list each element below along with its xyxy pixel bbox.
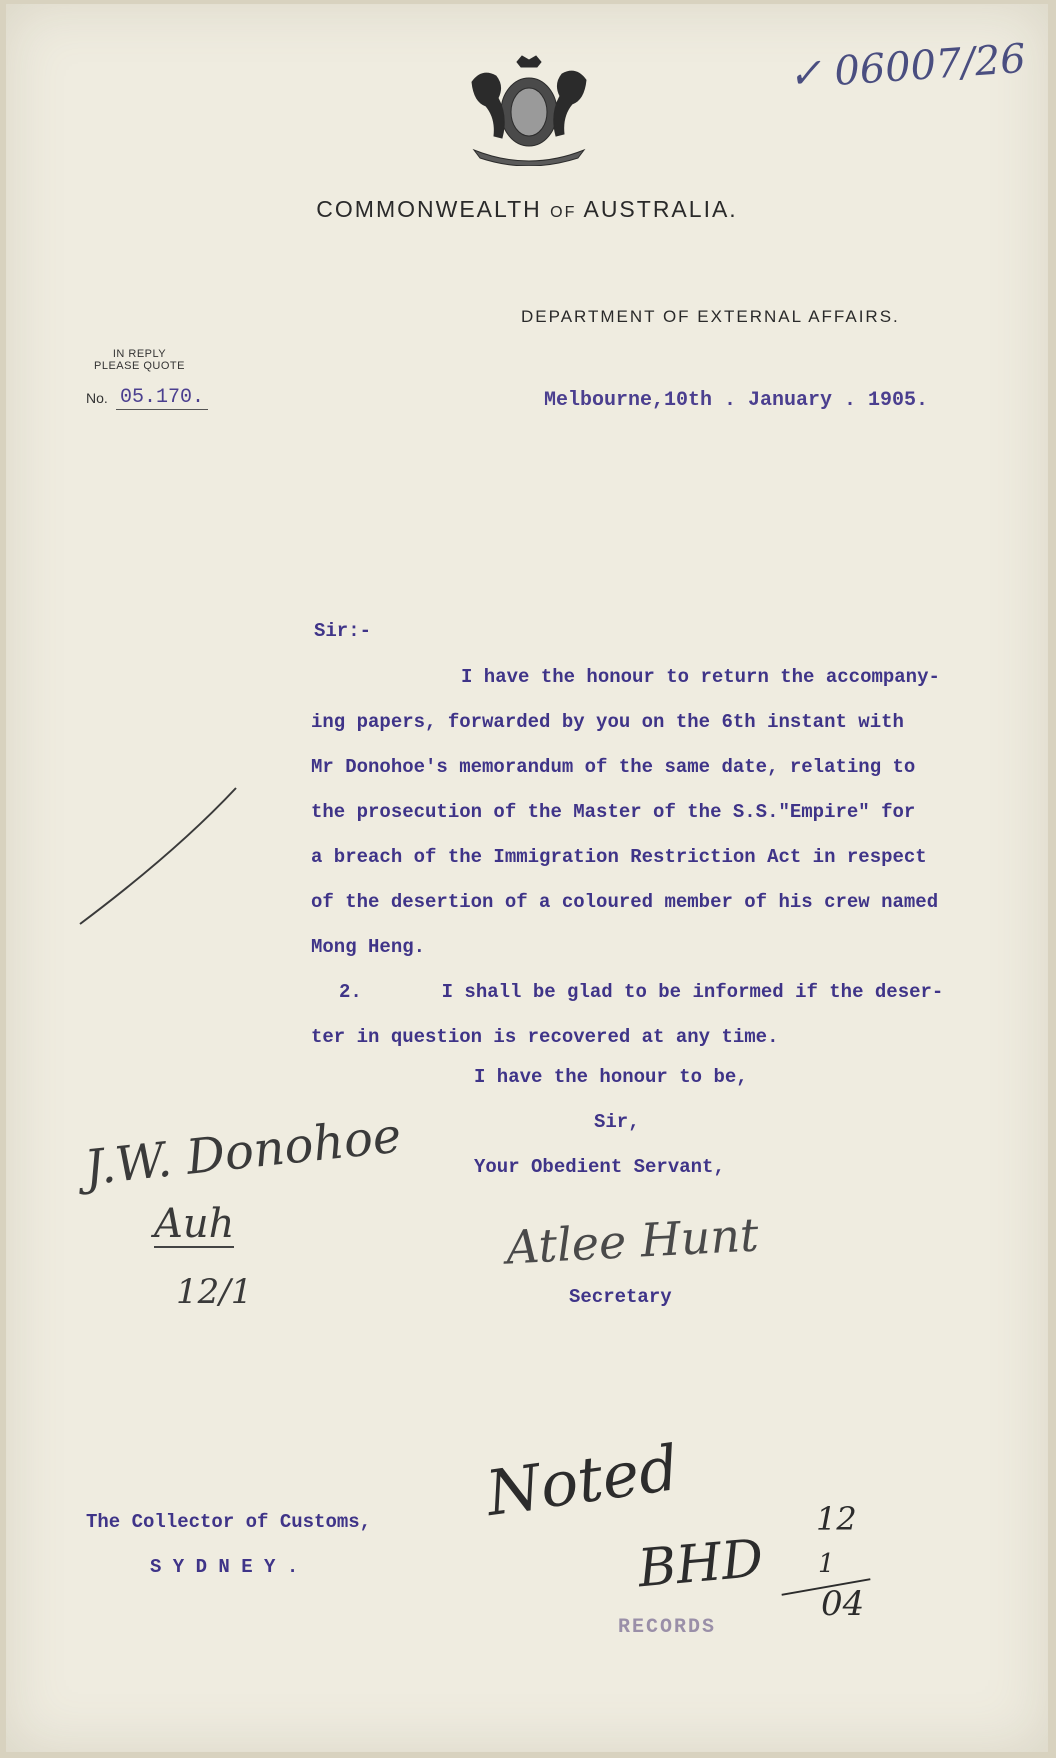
closing-line2: Sir, — [594, 1111, 640, 1133]
salutation: Sir:- — [314, 620, 372, 642]
noted-date-year: 04 — [821, 1584, 865, 1624]
reference-number: 05.170. — [116, 386, 208, 410]
margin-note-name: J.W. Donohoe — [81, 1107, 404, 1197]
dateline: Melbourne,10th . January . 1905. — [544, 389, 929, 412]
body-line: of the desertion of a coloured member of his crew named — [311, 891, 939, 913]
body-line: ing papers, forwarded by you on the 6th instant with — [311, 711, 904, 733]
country-of: OF — [550, 204, 577, 221]
letter-page — [6, 4, 1048, 1752]
signature: Atlee Hunt — [504, 1207, 760, 1275]
body-line: a breach of the Immigration Restriction Act in respect — [311, 846, 927, 868]
reply-note — [94, 348, 185, 372]
noted-initials: BHD — [635, 1528, 766, 1600]
reference-no-label: No. — [86, 390, 108, 406]
letterhead-title — [6, 196, 1048, 223]
body-line: Mong Heng. — [311, 936, 426, 958]
reply-note-line2: PLEASE QUOTE — [94, 360, 185, 372]
body-line: the prosecution of the Master of the S.S."Empire" for — [311, 801, 916, 823]
closing-line1: I have the honour to be, — [474, 1066, 748, 1088]
reply-note-line1: IN REPLY — [112, 348, 167, 360]
noted-annotation: Noted — [481, 1430, 684, 1531]
recipient-line1: The Collector of Customs, — [86, 1511, 372, 1533]
coat-of-arms-icon — [454, 54, 604, 166]
country-name-b: AUSTRALIA. — [583, 196, 738, 222]
records-stamp: RECORDS — [618, 1616, 717, 1639]
margin-note-initials: Auh — [154, 1201, 235, 1247]
noted-date-day: 12 — [816, 1500, 857, 1538]
margin-note-date: 12/1 — [176, 1272, 253, 1312]
body-line: I have the honour to return the accompany- — [461, 666, 940, 688]
recipient-line2: S Y D N E Y . — [150, 1556, 299, 1578]
margin-pen-stroke — [76, 782, 246, 932]
signatory-title: Secretary — [569, 1286, 672, 1308]
department-name: DEPARTMENT OF EXTERNAL AFFAIRS. — [521, 307, 900, 326]
noted-date-month: 1 — [818, 1549, 835, 1579]
file-annotation: ✓ 06007/26 — [786, 35, 1028, 99]
body-line: ter in question is recovered at any time. — [311, 1026, 779, 1048]
body-line: 2. I shall be glad to be informed if the deser- — [339, 981, 944, 1003]
body-line: Mr Donohoe's memorandum of the same date, relating to — [311, 756, 916, 778]
country-name-a: COMMONWEALTH — [316, 196, 542, 222]
closing-line3: Your Obedient Servant, — [474, 1156, 725, 1178]
